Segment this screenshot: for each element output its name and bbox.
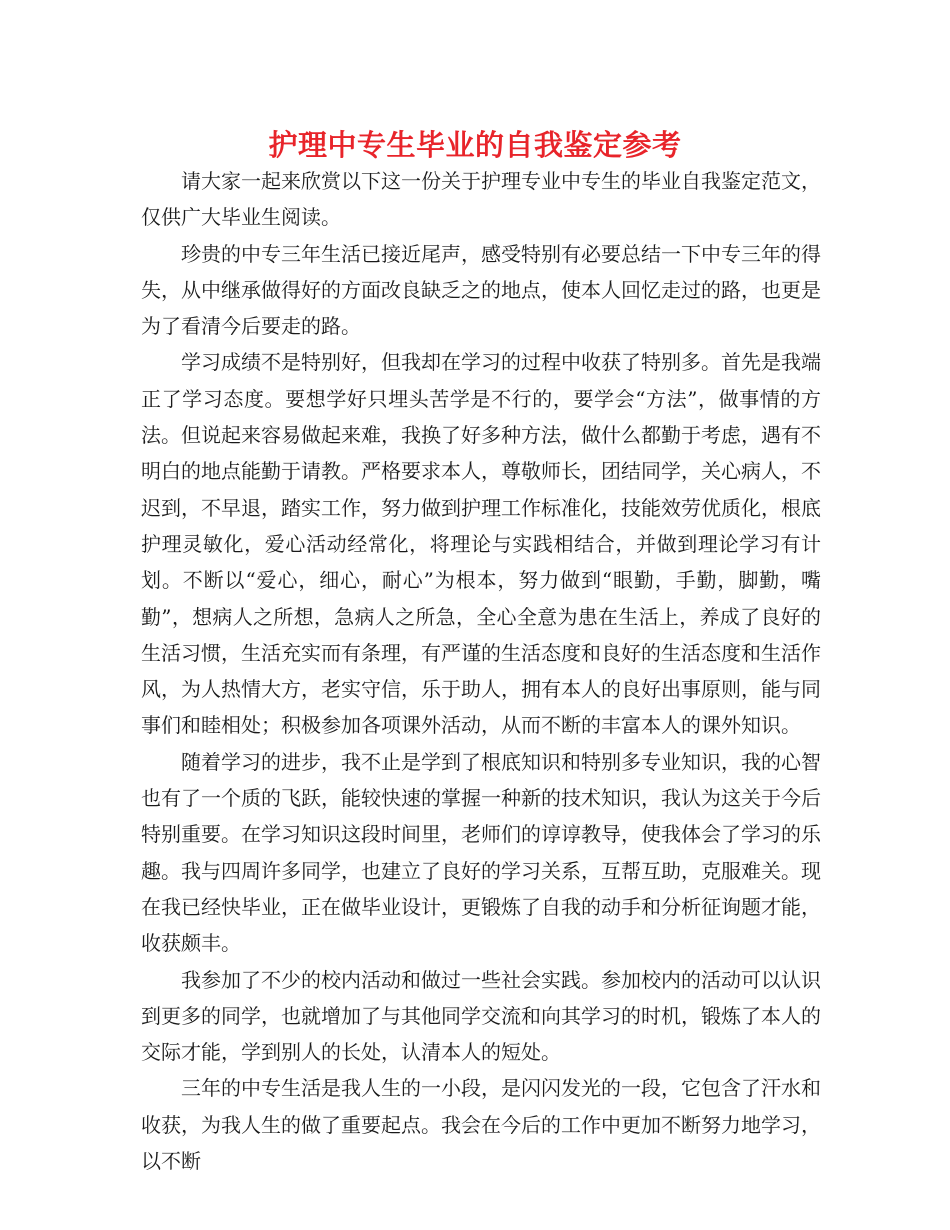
paragraph-activities: 我参加了不少的校内活动和做过一些社会实践。参加校内的活动可以认识到更多的同学，也就增加了与其他同学交流和向其学习的时机，锻炼了本人的交际才能，学到别人的长处，认清本人的短处。	[141, 967, 821, 1065]
paragraph-progress: 随着学习的进步，我不止是学到了根底知识和特别多专业知识，我的心智也有了一个质的飞跃，能较快速的掌握一种新的技术知识，我认为这关于今后特别重要。在学习知识这段时间里，老师们的谆谆教导，使我体会了学习的乐趣。我与四周许多同学，也建立了良好的学习关系，互帮互助，克服难关。现在我已经快毕业，正在做毕业设计，更锻炼了自我的动手和分析征询题才能，收获颇丰。	[141, 749, 821, 956]
paragraph-conclusion: 三年的中专生活是我人生的一小段，是闪闪发光的一段，它包含了汗水和收获，为我人生的做了重要起点。我会在今后的工作中更加不断努力地学习，以不断	[141, 1076, 821, 1174]
paragraph-study: 学习成绩不是特别好，但我却在学习的过程中收获了特别多。首先是我端正了学习态度。要想学好只埋头苦学是不行的，要学会“方法”，做事情的方法。但说起来容易做起来难，我换了好多种方法，做什么都勤于考虑，遇有不明白的地点能勤于请教。严格要求本人，尊敬师长，团结同学，关心病人，不迟到，不早退，踏实工作，努力做到护理工作标准化，技能效劳优质化，根底护理灵敏化，爱心活动经常化，将理论与实践相结合，并做到理论学习有计划。不断以“爱心，细心，耐心”为根本，努力做到“眼勤，手勤，脚勤，嘴勤”，想病人之所想，急病人之所急，全心全意为患在生活上，养成了良好的生活习惯，生活充实而有条理，有严谨的生活态度和良好的生活态度和生活作风，为人热情大方，老实守信，乐于助人，拥有本人的良好出事原则，能与同事们和睦相处；积极参加各项课外活动，从而不断的丰富本人的课外知识。	[141, 350, 821, 738]
document-title: 护理中专生毕业的自我鉴定参考	[268, 128, 682, 162]
paragraph-reflection: 珍贵的中专三年生活已接近尾声，感受特别有必要总结一下中专三年的得失，从中继承做得好的方面改良缺乏之的地点，使本人回忆走过的路，也更是为了看清今后要走的路。	[141, 241, 821, 339]
document-body	[141, 163, 821, 1179]
paragraph-intro: 请大家一起来欣赏以下这一份关于护理专业中专生的毕业自我鉴定范文，仅供广大毕业生阅读。	[141, 169, 821, 230]
